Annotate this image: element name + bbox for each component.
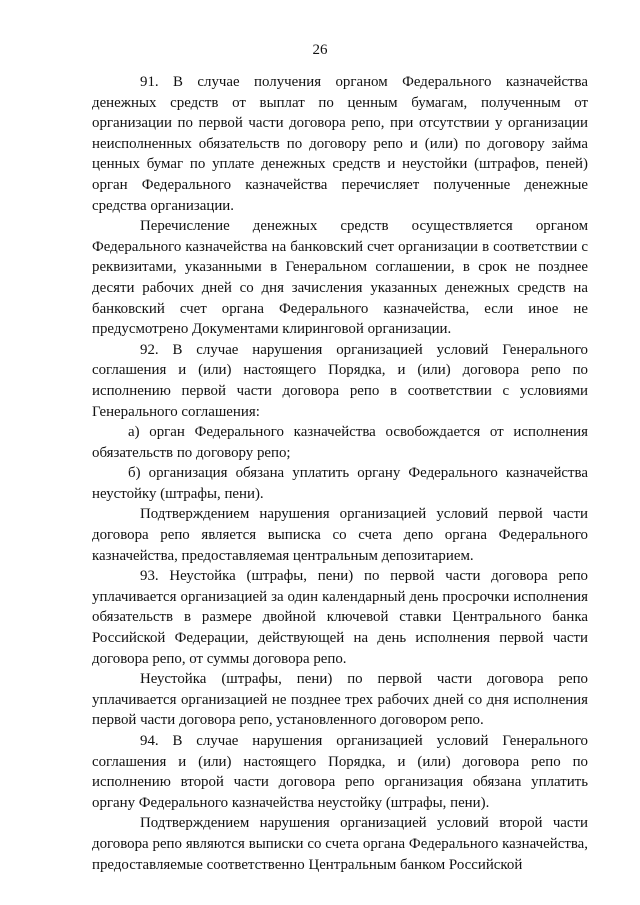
paragraph-94: 94. В случае нарушения организацией условий Генерального соглашения и (или) настоящего Порядка, и (или) договора репо по исполнению второй части договора репо организация обязана уплатить органу Федерального казначейства неустойку (штрафы, пени). — [92, 733, 588, 811]
paragraph-92: 92. В случае нарушения организацией условий Генерального соглашения и (или) настоящего Порядка, и (или) договора репо по исполнению первой части договора репо в соответствии с условиями Генерального соглашения: — [92, 341, 588, 420]
paragraph-92-item-b: б) организация обязана уплатить органу Федерального казначейства неустойку (штрафы, пени). — [92, 465, 588, 502]
paragraph-92-item-a: а) орган Федерального казначейства освобождается от исполнения обязательств по договору репо; — [92, 424, 588, 461]
page-number: 26 — [312, 42, 328, 58]
paragraph-94-confirmation: Подтверждением нарушения организацией условий второй части договора репо являются выписки со счета органа Федерального казначейства, предоставляемые соответственно Центральным банком Российской — [92, 815, 588, 873]
paragraph-91: 91. В случае получения органом Федерального казначейства денежных средств от выплат по ценным бумагам, полученным от организации по первой части договора репо, при отсутствии у организации неисполненных обязательств по договору репо и (или) по договору займа ценных бумаг по уплате денежных средств и неустойки (штрафов, пеней) орган Федерального казначейства перечисляет полученные денежные средства организации. — [92, 74, 588, 214]
document-body — [92, 72, 588, 875]
paragraph-91-transfer: Перечисление денежных средств осуществляется органом Федерального казначейства на банковский счет организации в соответствии с реквизитами, указанными в Генеральном соглашении, в срок не позднее десяти рабочих дней со дня зачисления указанных денежных средств на банковский счет органа Федерального казначейства, если иное не предусмотрено Документами клиринговой организации. — [92, 218, 588, 338]
paragraph-92-confirmation: Подтверждением нарушения организацией условий первой части договора репо является выписка со счета депо органа Федерального казначейства, предоставляемая центральным депозитарием. — [92, 506, 588, 564]
paragraph-93-payment-term: Неустойка (штрафы, пени) по первой части договора репо уплачивается организацией не позднее трех рабочих дней со дня исполнения первой части договора репо, установленного договором репо. — [92, 671, 588, 729]
paragraph-93: 93. Неустойка (штрафы, пени) по первой части договора репо уплачивается организацией за один календарный день просрочки исполнения обязательств в размере двойной ключевой ставки Центрального банка Российской Федерации, действующей на день исполнения первой части договора репо, от суммы договора репо. — [92, 568, 588, 667]
